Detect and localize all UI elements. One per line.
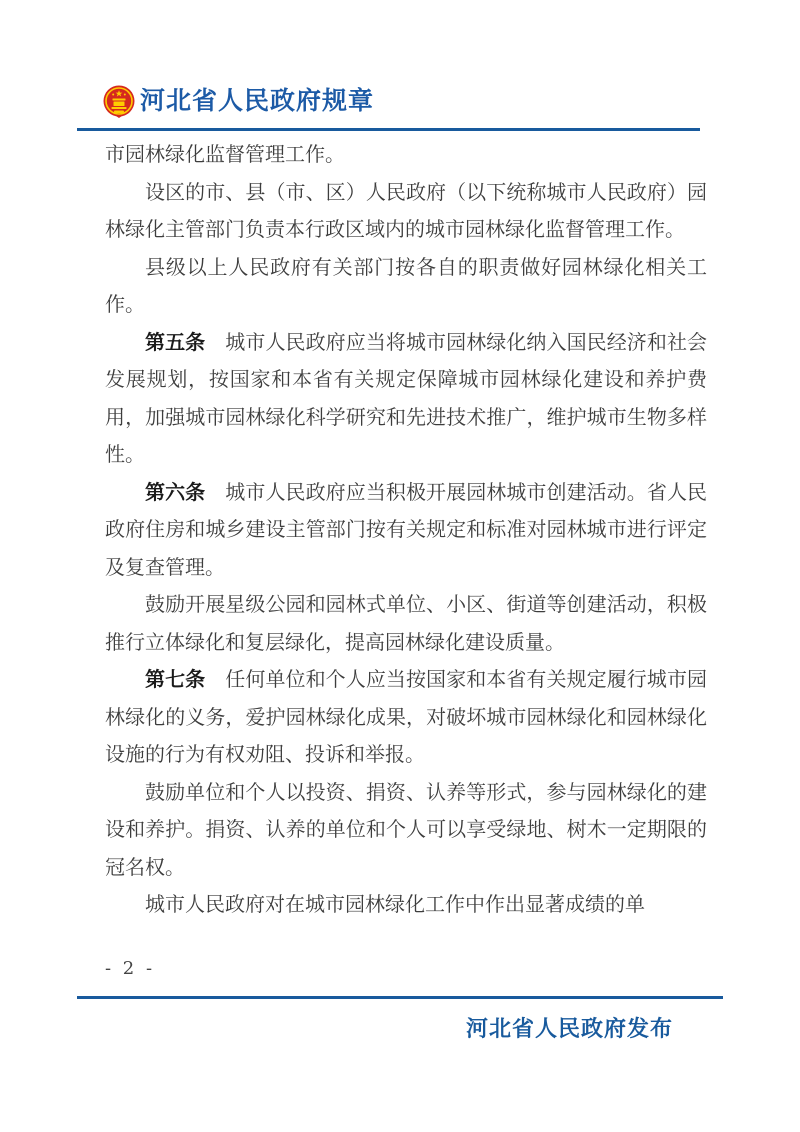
page-header xyxy=(77,84,723,120)
header-divider-line xyxy=(77,128,700,131)
paragraph: 鼓励单位和个人以投资、捐资、认养等形式，参与园林绿化的建设和养护。捐资、认养的单位和个人可以享受绿地、树木一定期限的冠名权。 xyxy=(105,781,707,879)
china-national-emblem-icon xyxy=(101,84,137,120)
article-number-label: 第六条 xyxy=(145,481,206,504)
paragraph: 第五条 城市人民政府应当将城市园林绿化纳入国民经济和社会发展规划，按国家和本省有关规定保障城市园林绿化建设和养护费用，加强城市园林绿化科学研究和先进技术推广，维护城市生物多样性。 xyxy=(105,331,708,466)
paragraph: 第七条 任何单位和个人应当按国家和本省有关规定履行城市园林绿化的义务，爱护园林绿化成果，对破坏城市园林绿化和园林绿化设施的行为有权劝阻、投诉和举报。 xyxy=(105,669,708,766)
footer-divider-line xyxy=(77,996,723,999)
paragraph: 市园林绿化监督管理工作。 xyxy=(105,144,345,166)
article-number-label: 第五条 xyxy=(145,331,206,354)
document-body xyxy=(77,134,723,925)
paragraph: 县级以上人民政府有关部门按各自的职责做好园林绿化相关工作。 xyxy=(105,256,707,316)
document-category-title: 河北省人民政府规章 xyxy=(140,88,375,115)
article-number-label: 第七条 xyxy=(145,669,206,691)
page-number: - 2 - xyxy=(105,958,156,979)
publisher-label: 河北省人民政府发布 xyxy=(465,1016,673,1041)
paragraph: 设区的市、县（市、区）人民政府（以下统称城市人民政府）园林绿化主管部门负责本行政区域内的城市园林绿化监督管理工作。 xyxy=(105,181,707,241)
paragraph: 鼓励开展星级公园和园林式单位、小区、街道等创建活动，积极推行立体绿化和复层绿化，提高园林绿化建设质量。 xyxy=(105,594,707,654)
paragraph: 城市人民政府对在城市园林绿化工作中作出显著成绩的单 xyxy=(145,894,645,916)
paragraph: 第六条 城市人民政府应当积极开展园林城市创建活动。省人民政府住房和城乡建设主管部门按有关规定和标准对园林城市进行评定及复查管理。 xyxy=(105,481,708,579)
